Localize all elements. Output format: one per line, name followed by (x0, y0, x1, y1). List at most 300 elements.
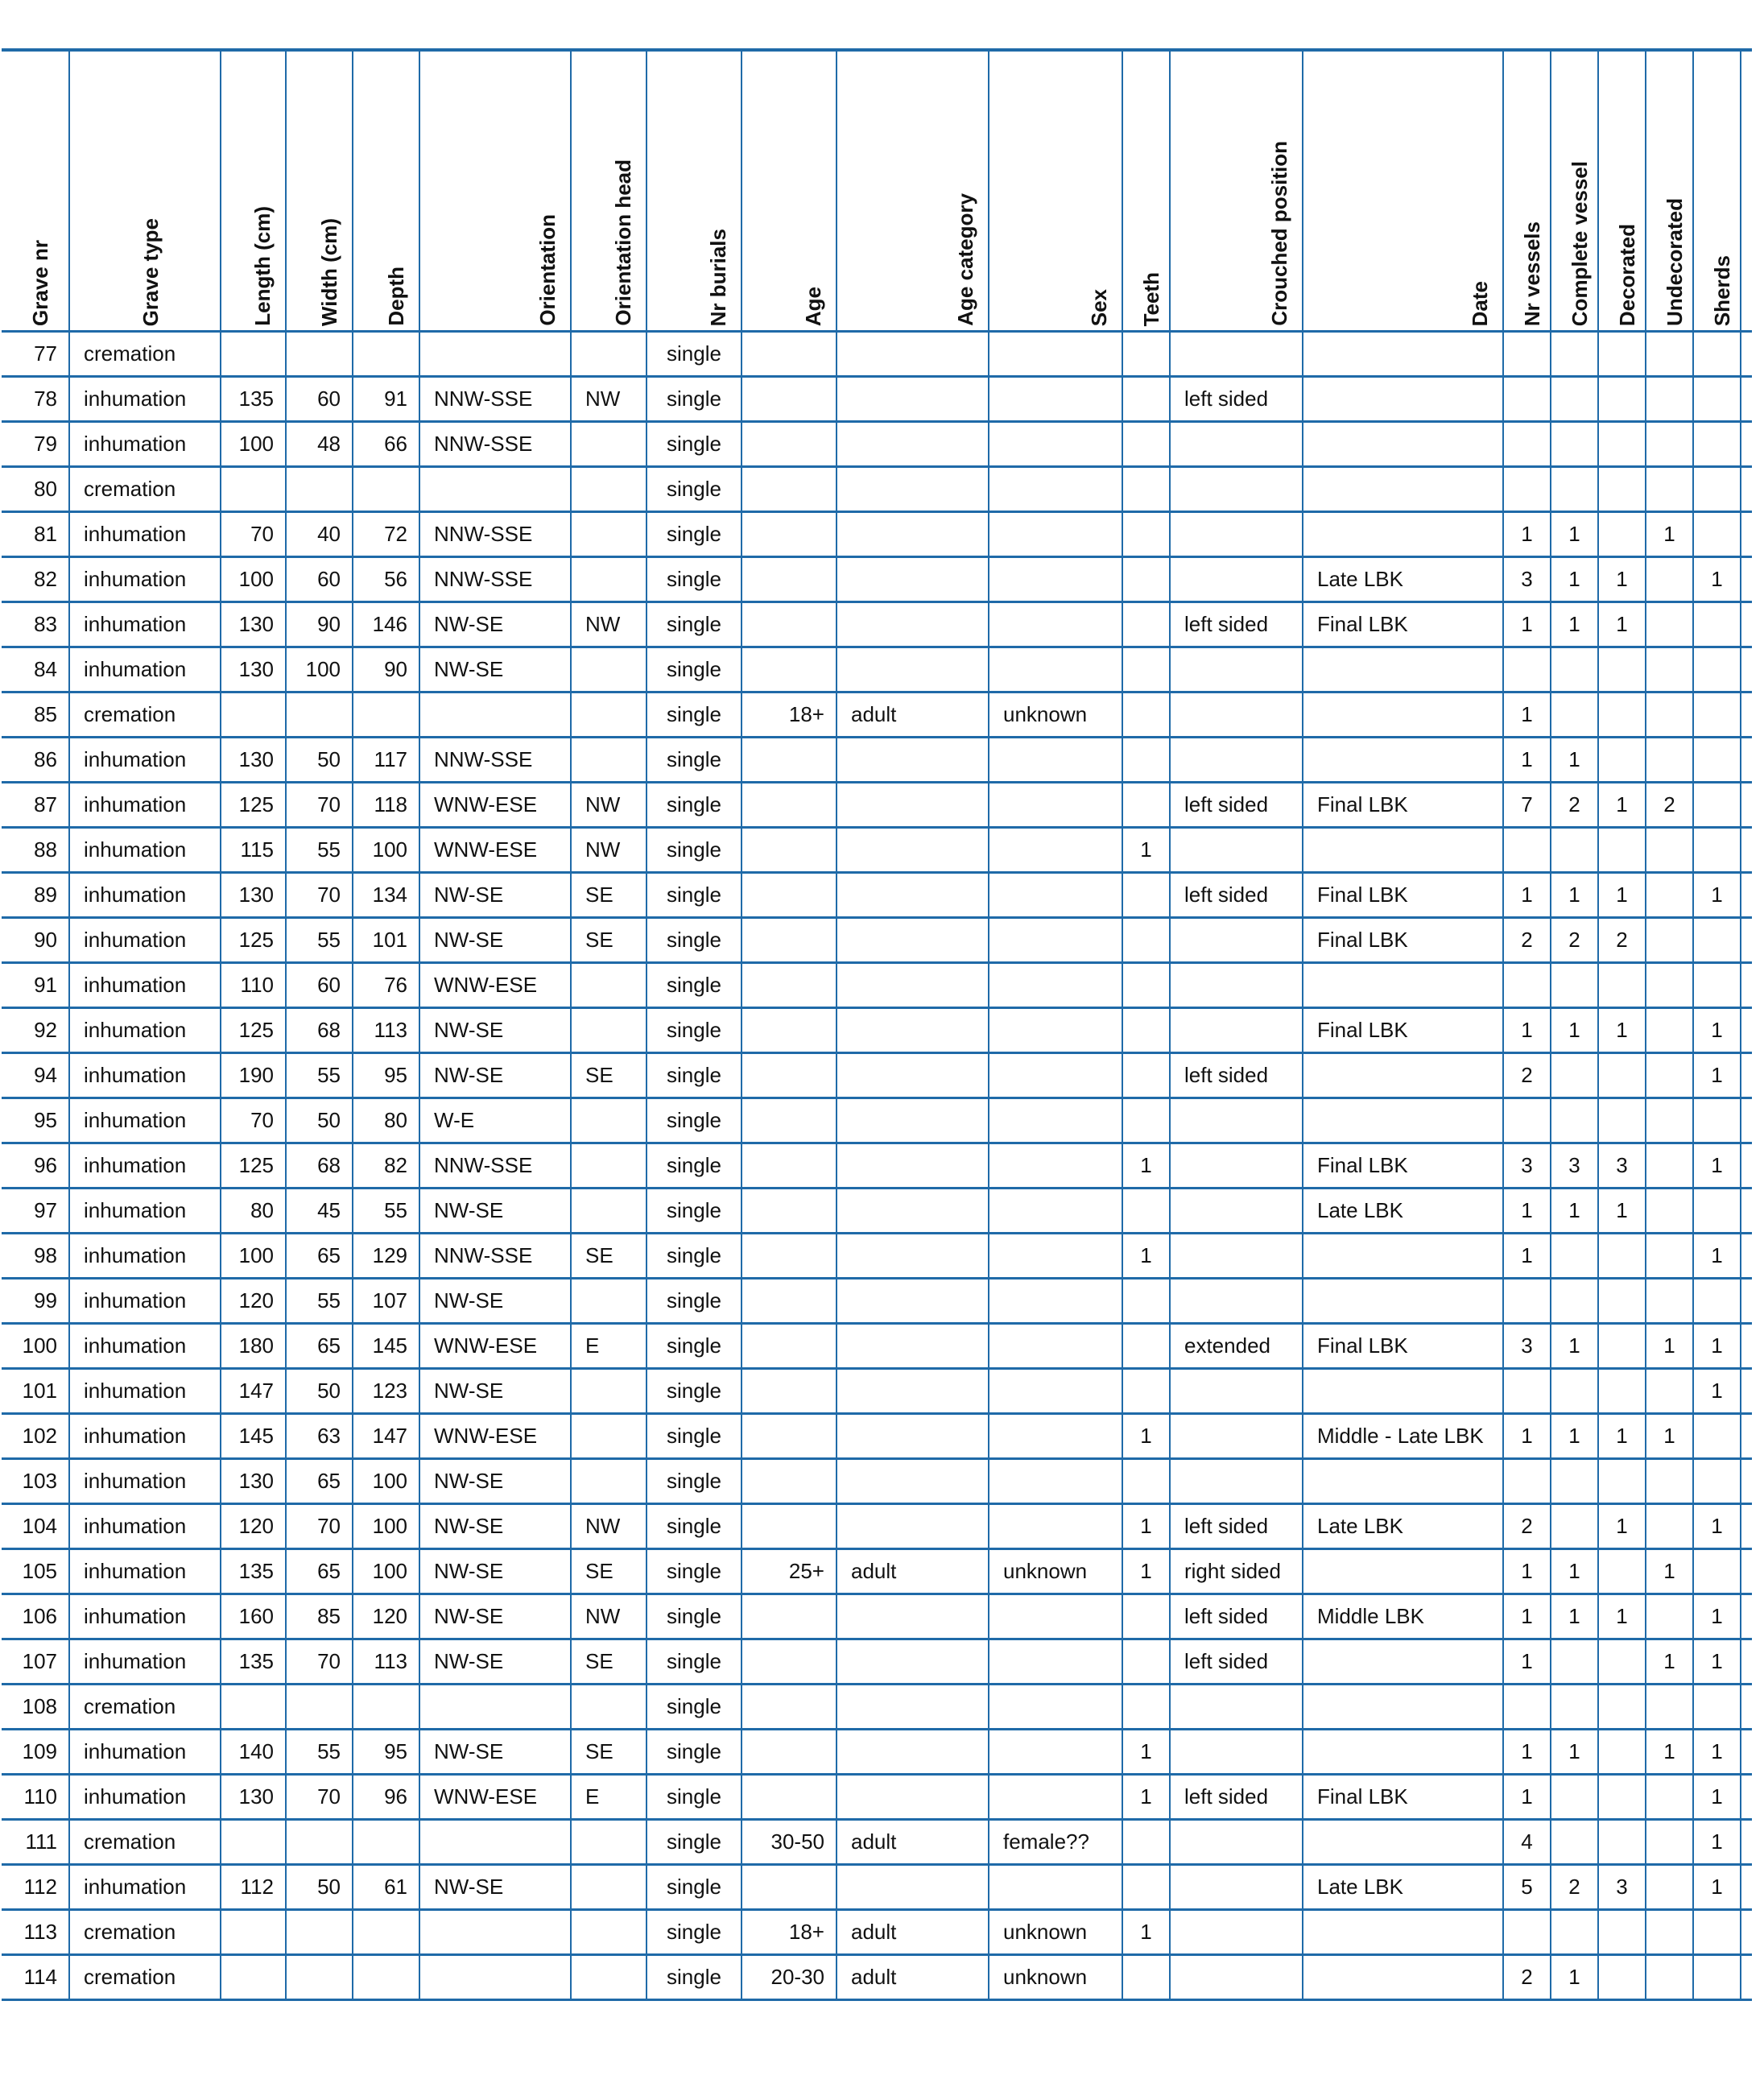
cell-grave-type: inhumation (69, 873, 221, 918)
cell-orientation-head: E (571, 1775, 647, 1820)
cell-age-category (837, 783, 989, 828)
cell-nr-burials: single (647, 1504, 742, 1549)
cell-age (742, 1279, 837, 1324)
trailing-empty-cell (1741, 1189, 1752, 1234)
cell-age (742, 422, 837, 467)
cell-undecorated (1646, 738, 1693, 783)
cell-teeth (1122, 963, 1170, 1008)
column-header-label: Complete vessel (1568, 160, 1592, 326)
cell-nr-burials: single (647, 1414, 742, 1459)
trailing-empty-cell (1741, 1955, 1752, 2000)
cell-width-cm: 50 (286, 1369, 353, 1414)
cell-sherds (1693, 692, 1741, 738)
cell-nr-burials: single (647, 1910, 742, 1955)
cell-length-cm: 180 (221, 1324, 286, 1369)
cell-teeth: 1 (1122, 1234, 1170, 1279)
cell-orientation: NW-SE (419, 1279, 571, 1324)
cell-date (1303, 1910, 1503, 1955)
cell-age (742, 1098, 837, 1143)
cell-grave-nr: 99 (2, 1279, 69, 1324)
cell-teeth (1122, 647, 1170, 692)
cell-orientation-head: SE (571, 873, 647, 918)
cell-age-category (837, 422, 989, 467)
cell-length-cm: 100 (221, 422, 286, 467)
cell-date (1303, 377, 1503, 422)
cell-orientation: NNW-SSE (419, 422, 571, 467)
table-row (2, 1053, 1752, 1098)
cell-orientation-head (571, 557, 647, 602)
cell-crouched-position: left sided (1170, 1639, 1303, 1685)
cell-depth (353, 1685, 419, 1730)
cell-length-cm: 130 (221, 1775, 286, 1820)
cell-length-cm: 70 (221, 512, 286, 557)
cell-width-cm: 65 (286, 1459, 353, 1504)
cell-age-category (837, 1639, 989, 1685)
trailing-empty-cell (1741, 647, 1752, 692)
cell-orientation-head (571, 1459, 647, 1504)
cell-crouched-position: left sided (1170, 1053, 1303, 1098)
cell-undecorated (1646, 1504, 1693, 1549)
cell-sex (989, 1594, 1122, 1639)
cell-nr-burials: single (647, 377, 742, 422)
table-row (2, 1234, 1752, 1279)
cell-decorated: 1 (1598, 1594, 1646, 1639)
cell-age (742, 377, 837, 422)
cell-sherds: 1 (1693, 1324, 1741, 1369)
cell-teeth (1122, 1189, 1170, 1234)
cell-crouched-position: extended (1170, 1324, 1303, 1369)
cell-age-category (837, 1685, 989, 1730)
cell-orientation: NNW-SSE (419, 1143, 571, 1189)
cell-sherds: 1 (1693, 1639, 1741, 1685)
cell-width-cm: 60 (286, 557, 353, 602)
cell-nr-burials: single (647, 783, 742, 828)
cell-width-cm: 60 (286, 377, 353, 422)
table-row (2, 602, 1752, 647)
column-header-nr-vessels (1503, 50, 1551, 332)
cell-orientation-head: SE (571, 1053, 647, 1098)
cell-crouched-position (1170, 738, 1303, 783)
cell-teeth (1122, 422, 1170, 467)
cell-width-cm: 65 (286, 1549, 353, 1594)
cell-age-category (837, 377, 989, 422)
cell-nr-burials: single (647, 1730, 742, 1775)
cell-sex (989, 1414, 1122, 1459)
cell-sherds (1693, 738, 1741, 783)
cell-nr-burials: single (647, 647, 742, 692)
cell-age (742, 1414, 837, 1459)
cell-grave-nr: 97 (2, 1189, 69, 1234)
cell-length-cm: 125 (221, 783, 286, 828)
cell-grave-nr: 83 (2, 602, 69, 647)
cell-complete-vessel (1551, 1639, 1598, 1685)
cell-sex (989, 422, 1122, 467)
cell-age (742, 1008, 837, 1053)
cell-sherds (1693, 467, 1741, 512)
cell-grave-nr: 113 (2, 1910, 69, 1955)
cell-orientation: NW-SE (419, 1865, 571, 1910)
cell-length-cm: 125 (221, 918, 286, 963)
cell-teeth (1122, 918, 1170, 963)
cell-teeth (1122, 467, 1170, 512)
cell-grave-nr: 105 (2, 1549, 69, 1594)
cell-decorated: 1 (1598, 783, 1646, 828)
cell-orientation-head (571, 1820, 647, 1865)
cell-orientation: WNW-ESE (419, 963, 571, 1008)
cell-length-cm: 130 (221, 647, 286, 692)
cell-date (1303, 647, 1503, 692)
cell-sherds: 1 (1693, 1369, 1741, 1414)
cell-orientation: WNW-ESE (419, 783, 571, 828)
cell-age (742, 1504, 837, 1549)
cell-undecorated (1646, 1143, 1693, 1189)
cell-teeth (1122, 602, 1170, 647)
cell-sex (989, 1324, 1122, 1369)
cell-width-cm (286, 1955, 353, 2000)
cell-age-category (837, 1324, 989, 1369)
trailing-empty-cell (1741, 1910, 1752, 1955)
cell-depth: 118 (353, 783, 419, 828)
cell-date: Final LBK (1303, 1775, 1503, 1820)
trailing-empty-cell (1741, 1324, 1752, 1369)
cell-sex (989, 332, 1122, 377)
cell-orientation: NW-SE (419, 1053, 571, 1098)
cell-nr-vessels (1503, 332, 1551, 377)
cell-decorated (1598, 1279, 1646, 1324)
cell-orientation-head: NW (571, 828, 647, 873)
table-row (2, 1639, 1752, 1685)
cell-orientation: NW-SE (419, 1730, 571, 1775)
column-header-undecorated (1646, 50, 1693, 332)
cell-decorated (1598, 467, 1646, 512)
column-header-label: Nr burials (706, 228, 730, 326)
cell-orientation: NW-SE (419, 1189, 571, 1234)
cell-complete-vessel: 1 (1551, 1008, 1598, 1053)
cell-orientation-head (571, 1910, 647, 1955)
cell-complete-vessel: 1 (1551, 1730, 1598, 1775)
cell-grave-nr: 94 (2, 1053, 69, 1098)
table-row (2, 1143, 1752, 1189)
cell-age (742, 557, 837, 602)
cell-undecorated (1646, 963, 1693, 1008)
trailing-empty-cell (1741, 783, 1752, 828)
cell-sex: unknown (989, 1910, 1122, 1955)
cell-depth: 123 (353, 1369, 419, 1414)
cell-depth: 96 (353, 1775, 419, 1820)
cell-crouched-position: left sided (1170, 873, 1303, 918)
cell-date: Late LBK (1303, 1189, 1503, 1234)
cell-depth: 72 (353, 512, 419, 557)
cell-age-category (837, 738, 989, 783)
cell-grave-nr: 85 (2, 692, 69, 738)
trailing-empty-column (1741, 50, 1752, 332)
cell-nr-vessels: 4 (1503, 1820, 1551, 1865)
cell-nr-vessels (1503, 828, 1551, 873)
cell-age-category (837, 1594, 989, 1639)
cell-orientation-head: SE (571, 1549, 647, 1594)
cell-width-cm: 55 (286, 1053, 353, 1098)
cell-orientation-head (571, 1098, 647, 1143)
cell-length-cm: 120 (221, 1279, 286, 1324)
cell-orientation-head: SE (571, 918, 647, 963)
cell-date (1303, 1234, 1503, 1279)
table-row (2, 963, 1752, 1008)
cell-grave-type: inhumation (69, 1459, 221, 1504)
table-row (2, 332, 1752, 377)
cell-decorated (1598, 1955, 1646, 2000)
cell-date (1303, 1730, 1503, 1775)
cell-width-cm: 70 (286, 873, 353, 918)
cell-orientation-head (571, 1279, 647, 1324)
cell-decorated (1598, 828, 1646, 873)
cell-grave-nr: 103 (2, 1459, 69, 1504)
cell-undecorated (1646, 828, 1693, 873)
cell-age-category (837, 1053, 989, 1098)
cell-nr-burials: single (647, 692, 742, 738)
cell-orientation: NW-SE (419, 873, 571, 918)
cell-orientation-head (571, 1955, 647, 2000)
cell-date (1303, 1279, 1503, 1324)
cell-sex (989, 467, 1122, 512)
cell-orientation: WNW-ESE (419, 828, 571, 873)
cell-grave-type: inhumation (69, 1143, 221, 1189)
column-header-grave-type (69, 50, 221, 332)
cell-sex (989, 1143, 1122, 1189)
cell-depth: 56 (353, 557, 419, 602)
cell-complete-vessel (1551, 1775, 1598, 1820)
table-row (2, 1865, 1752, 1910)
cell-depth: 66 (353, 422, 419, 467)
cell-sherds (1693, 1549, 1741, 1594)
cell-age: 20-30 (742, 1955, 837, 2000)
cell-depth: 100 (353, 1504, 419, 1549)
cell-complete-vessel (1551, 422, 1598, 467)
cell-age (742, 1324, 837, 1369)
cell-grave-nr: 92 (2, 1008, 69, 1053)
cell-age (742, 647, 837, 692)
cell-sex (989, 1459, 1122, 1504)
cell-crouched-position: right sided (1170, 1549, 1303, 1594)
cell-length-cm: 130 (221, 602, 286, 647)
cell-length-cm: 80 (221, 1189, 286, 1234)
table-row (2, 738, 1752, 783)
cell-undecorated (1646, 377, 1693, 422)
cell-orientation-head: NW (571, 1594, 647, 1639)
cell-grave-type: inhumation (69, 1639, 221, 1685)
cell-complete-vessel: 3 (1551, 1143, 1598, 1189)
cell-nr-vessels: 1 (1503, 692, 1551, 738)
cell-grave-nr: 90 (2, 918, 69, 963)
cell-sex (989, 1098, 1122, 1143)
cell-depth: 145 (353, 1324, 419, 1369)
cell-sex (989, 1279, 1122, 1324)
cell-age (742, 332, 837, 377)
cell-nr-burials: single (647, 1820, 742, 1865)
cell-sex (989, 512, 1122, 557)
cell-width-cm: 40 (286, 512, 353, 557)
cell-decorated (1598, 1549, 1646, 1594)
cell-depth: 107 (353, 1279, 419, 1324)
cell-grave-type: inhumation (69, 1369, 221, 1414)
cell-sex (989, 647, 1122, 692)
column-header-length-cm (221, 50, 286, 332)
cell-depth: 100 (353, 1549, 419, 1594)
cell-complete-vessel (1551, 332, 1598, 377)
column-header-date (1303, 50, 1503, 332)
cell-nr-burials: single (647, 557, 742, 602)
cell-complete-vessel (1551, 1234, 1598, 1279)
cell-grave-type: cremation (69, 1685, 221, 1730)
trailing-empty-cell (1741, 1098, 1752, 1143)
cell-undecorated (1646, 1053, 1693, 1098)
cell-width-cm: 50 (286, 1865, 353, 1910)
cell-depth: 76 (353, 963, 419, 1008)
cell-age-category (837, 557, 989, 602)
cell-width-cm (286, 692, 353, 738)
cell-grave-nr: 81 (2, 512, 69, 557)
cell-age (742, 512, 837, 557)
cell-date: Late LBK (1303, 1504, 1503, 1549)
cell-complete-vessel (1551, 647, 1598, 692)
cell-complete-vessel (1551, 1820, 1598, 1865)
cell-age-category (837, 1234, 989, 1279)
cell-age-category (837, 467, 989, 512)
cell-width-cm (286, 1910, 353, 1955)
cell-age-category (837, 963, 989, 1008)
cell-sex (989, 1369, 1122, 1414)
column-header-sex (989, 50, 1122, 332)
cell-width-cm (286, 467, 353, 512)
column-header-width-cm (286, 50, 353, 332)
cell-complete-vessel (1551, 1504, 1598, 1549)
cell-age-category (837, 332, 989, 377)
cell-nr-burials: single (647, 738, 742, 783)
cell-sherds (1693, 377, 1741, 422)
trailing-empty-cell (1741, 1369, 1752, 1414)
cell-grave-type: cremation (69, 1910, 221, 1955)
cell-date (1303, 963, 1503, 1008)
cell-teeth (1122, 1008, 1170, 1053)
cell-sex: female?? (989, 1820, 1122, 1865)
cell-grave-nr: 114 (2, 1955, 69, 2000)
cell-depth: 117 (353, 738, 419, 783)
cell-orientation-head (571, 1143, 647, 1189)
cell-grave-nr: 110 (2, 1775, 69, 1820)
cell-length-cm: 70 (221, 1098, 286, 1143)
cell-orientation-head (571, 1189, 647, 1234)
cell-depth: 101 (353, 918, 419, 963)
cell-undecorated (1646, 1098, 1693, 1143)
cell-length-cm: 145 (221, 1414, 286, 1459)
cell-complete-vessel (1551, 828, 1598, 873)
cell-orientation-head (571, 692, 647, 738)
cell-depth: 82 (353, 1143, 419, 1189)
cell-orientation-head (571, 1008, 647, 1053)
trailing-empty-cell (1741, 557, 1752, 602)
cell-depth (353, 332, 419, 377)
cell-age-category (837, 1730, 989, 1775)
column-header-age (742, 50, 837, 332)
cell-complete-vessel: 1 (1551, 557, 1598, 602)
cell-sex (989, 1053, 1122, 1098)
cell-age (742, 1234, 837, 1279)
trailing-empty-cell (1741, 828, 1752, 873)
cell-undecorated: 2 (1646, 783, 1693, 828)
cell-age (742, 1865, 837, 1910)
cell-sex (989, 1865, 1122, 1910)
cell-orientation-head (571, 422, 647, 467)
cell-grave-nr: 101 (2, 1369, 69, 1414)
cell-age-category (837, 1504, 989, 1549)
trailing-empty-cell (1741, 692, 1752, 738)
cell-undecorated (1646, 1369, 1693, 1414)
cell-undecorated: 1 (1646, 1324, 1693, 1369)
cell-nr-vessels: 1 (1503, 1775, 1551, 1820)
cell-teeth (1122, 377, 1170, 422)
cell-orientation-head (571, 963, 647, 1008)
cell-sex: unknown (989, 1549, 1122, 1594)
cell-age-category: adult (837, 1820, 989, 1865)
cell-decorated (1598, 1775, 1646, 1820)
cell-sex: unknown (989, 1955, 1122, 2000)
cell-decorated (1598, 1459, 1646, 1504)
cell-sex (989, 918, 1122, 963)
cell-complete-vessel: 1 (1551, 512, 1598, 557)
cell-width-cm (286, 332, 353, 377)
cell-date: Final LBK (1303, 1008, 1503, 1053)
cell-nr-burials: single (647, 512, 742, 557)
cell-length-cm: 135 (221, 1549, 286, 1594)
cell-age-category (837, 873, 989, 918)
cell-nr-vessels (1503, 1685, 1551, 1730)
cell-orientation: NW-SE (419, 1639, 571, 1685)
cell-age (742, 783, 837, 828)
cell-age (742, 873, 837, 918)
cell-nr-vessels: 5 (1503, 1865, 1551, 1910)
cell-complete-vessel (1551, 1098, 1598, 1143)
cell-teeth: 1 (1122, 1414, 1170, 1459)
cell-orientation-head: NW (571, 602, 647, 647)
cell-grave-nr: 107 (2, 1639, 69, 1685)
cell-complete-vessel (1551, 1053, 1598, 1098)
cell-grave-type: inhumation (69, 738, 221, 783)
cell-undecorated (1646, 1008, 1693, 1053)
table-row (2, 1279, 1752, 1324)
cell-grave-type: inhumation (69, 1594, 221, 1639)
trailing-empty-cell (1741, 1865, 1752, 1910)
cell-width-cm: 55 (286, 1730, 353, 1775)
cell-undecorated (1646, 1910, 1693, 1955)
cell-width-cm (286, 1685, 353, 1730)
cell-grave-nr: 111 (2, 1820, 69, 1865)
cell-sherds: 1 (1693, 1594, 1741, 1639)
cell-sex: unknown (989, 692, 1122, 738)
table-row (2, 1955, 1752, 2000)
cell-nr-vessels: 2 (1503, 1504, 1551, 1549)
cell-grave-type: inhumation (69, 963, 221, 1008)
cell-age-category (837, 1369, 989, 1414)
cell-nr-burials: single (647, 1955, 742, 2000)
table-row (2, 1820, 1752, 1865)
table-row (2, 1369, 1752, 1414)
trailing-empty-cell (1741, 422, 1752, 467)
cell-grave-nr: 112 (2, 1865, 69, 1910)
cell-sherds (1693, 783, 1741, 828)
cell-age (742, 1639, 837, 1685)
table-row (2, 1008, 1752, 1053)
cell-length-cm: 100 (221, 557, 286, 602)
cell-nr-vessels: 1 (1503, 1414, 1551, 1459)
